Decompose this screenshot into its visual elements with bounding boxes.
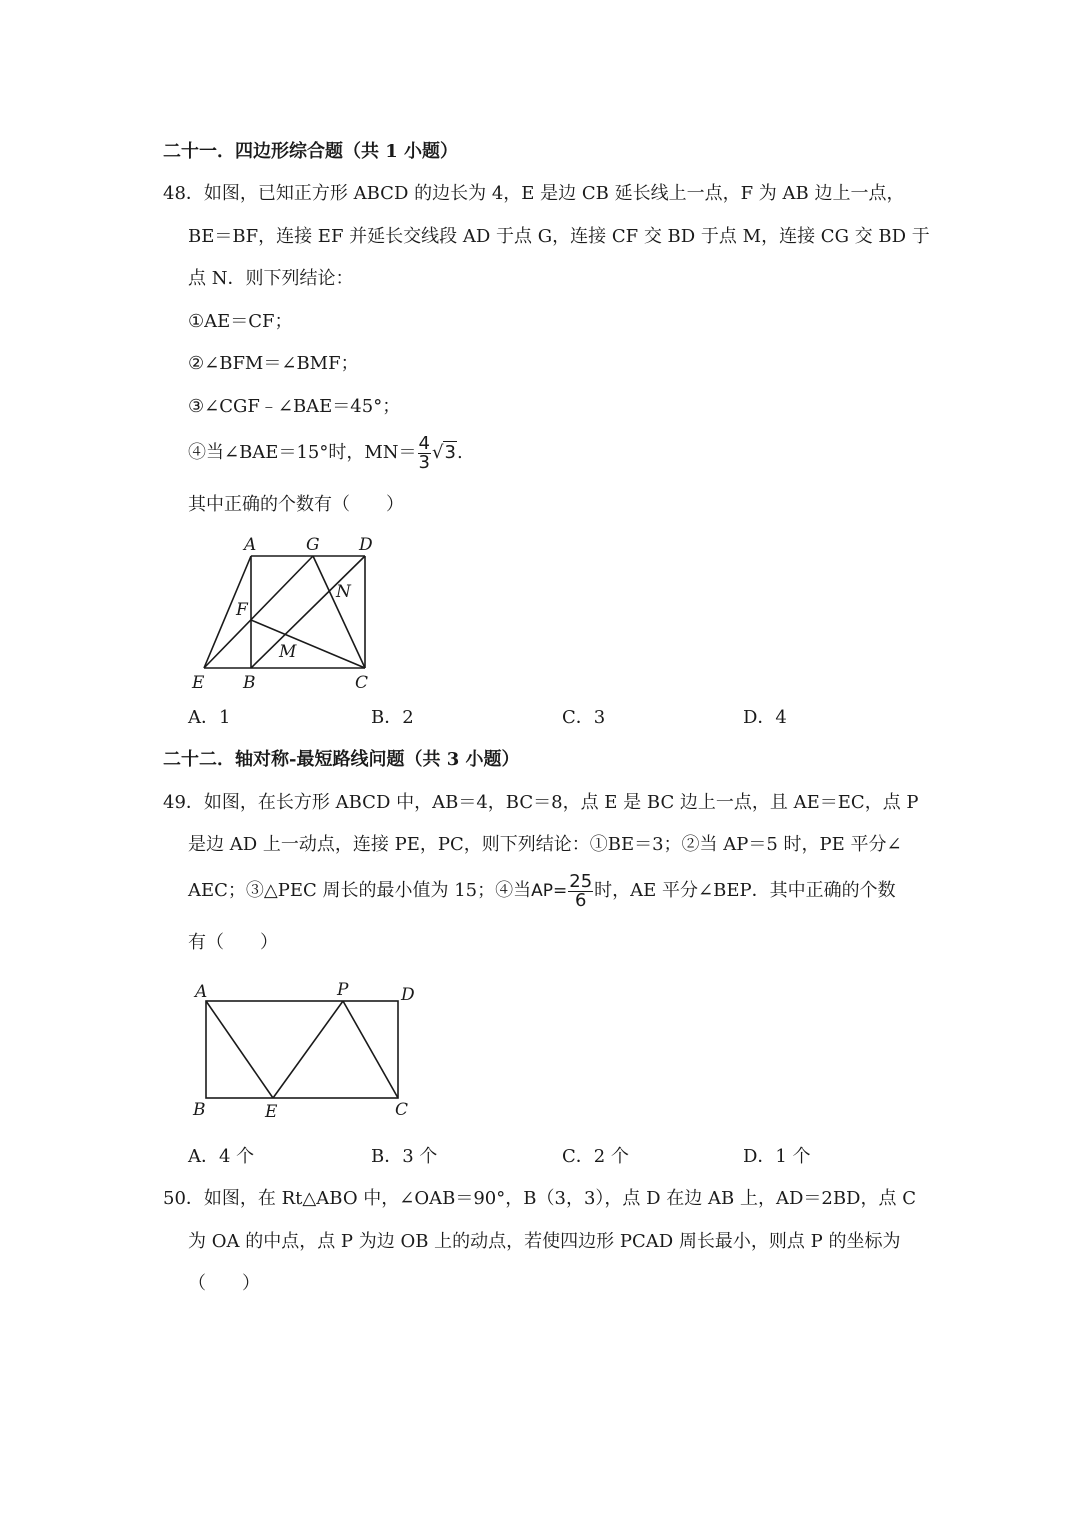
section-title-22: 二十二．轴对称-最短路线问题（共 3 小题） [163,749,520,770]
q49-seg-AE [206,1001,273,1098]
q49-line3-numerator: 25 [569,870,593,892]
q49-label-B: B [193,1100,206,1120]
q48-option-a[interactable]: A．1 [188,707,231,728]
q50-text-line2: 为 OA 的中点，点 P 为边 OB 上的动点，若使四边形 PCAD 周长最小，则点 P 的坐标为 [188,1231,901,1252]
q48-label-E: E [192,673,205,693]
q49-line3-denominator: 6 [574,889,587,911]
q49-option-c[interactable]: C．2 个 [562,1146,629,1167]
section-title-21: 二十一．四边形综合题（共 1 小题） [163,141,459,162]
q49-text-line1: 49．如图，在长方形 ABCD 中，AB＝4，BC＝8，点 E 是 BC 边上一点，且 AE＝EC，点 P [163,792,919,813]
q48-c4-numerator: 4 [418,432,430,454]
q48-label-G: G [306,535,320,555]
q49-option-d[interactable]: D．1 个 [743,1146,811,1167]
q49-figure [185,975,425,1125]
q48-option-b[interactable]: B．2 [371,707,414,728]
q49-label-D: D [401,985,415,1005]
q49-line3-prefix: AEC；③△PEC 周长的最小值为 15；④当 [188,880,532,901]
q49-line3-suffix: 时，AE 平分∠BEP．其中正确的个数 [594,880,896,901]
q48-conclusion-2: ②∠BFM＝∠BMF； [188,353,359,374]
q48-ask: 其中正确的个数有（ ） [188,494,404,515]
q49-label-A: A [195,982,208,1002]
q48-label-B: B [243,673,256,693]
q49-label-P: P [337,980,349,1000]
q48-label-N: N [336,582,351,602]
q48-label-D: D [359,535,373,555]
q50-text-line3: （ ） [188,1273,260,1294]
q50-text-line1: 50．如图，在 Rt△ABO 中，∠OAB＝90°，B（3，3），点 D 在边 AB 上，AD＝2BD，点 C [163,1188,916,1209]
q49-text-line4: 有（ ） [188,932,278,953]
q48-c4-suffix: . [456,442,463,463]
q49-text-line2: 是边 AD 上一动点，连接 PE，PC，则下列结论：①BE＝3；②当 AP＝5 时，PE 平分∠ [188,834,902,855]
q48-conclusion-3: ③∠CGF﹣∠BAE＝45°； [188,396,401,417]
q48-label-M: M [279,642,297,662]
q48-option-c[interactable]: C．3 [562,707,606,728]
q48-text-line3: 点 N．则下列结论： [188,268,354,289]
q49-label-C: C [395,1100,409,1120]
q48-label-A: A [244,535,257,555]
q48-seg-EG [204,556,313,668]
q48-label-C: C [355,673,369,693]
q49-seg-EP [273,1001,343,1098]
q49-option-a[interactable]: A．4 个 [188,1146,255,1167]
q48-seg-BD [251,556,365,668]
q48-c4-fraction [418,432,431,473]
q49-seg-PC [343,1001,398,1098]
q49-label-E: E [265,1102,278,1122]
q48-c4-prefix: ④当∠BAE＝15°时，MN＝ [188,442,417,463]
q48-c4-denominator: 3 [418,451,430,473]
q49-rect-ABCD [206,1001,398,1098]
q48-text-line1: 48．如图，已知正方形 ABCD 的边长为 4，E 是边 CB 延长线上一点，F 为 AB 边上一点， [163,183,905,204]
q48-option-d[interactable]: D．4 [743,707,787,728]
q48-seg-GC [313,556,365,668]
q48-label-F: F [236,600,248,620]
q48-seg-FC [251,620,365,668]
q48-text-line2: BE＝BF，连接 EF 并延长交线段 AD 于点 G，连接 CF 交 BD 于点 M，连接 CG 交 BD 于 [188,226,930,247]
q48-c4-sqrt: √3 [432,442,456,463]
q48-figure [180,528,400,698]
q49-line3-ap: AP= [531,881,568,901]
q48-c4-radicand: 3 [444,442,456,463]
q49-line3-fraction [568,870,593,911]
q48-conclusion-4 [188,431,463,475]
q48-conclusion-1: ①AE＝CF； [188,311,293,332]
q49-option-b[interactable]: B．3 个 [371,1146,438,1167]
q49-text-line3 [188,869,896,913]
